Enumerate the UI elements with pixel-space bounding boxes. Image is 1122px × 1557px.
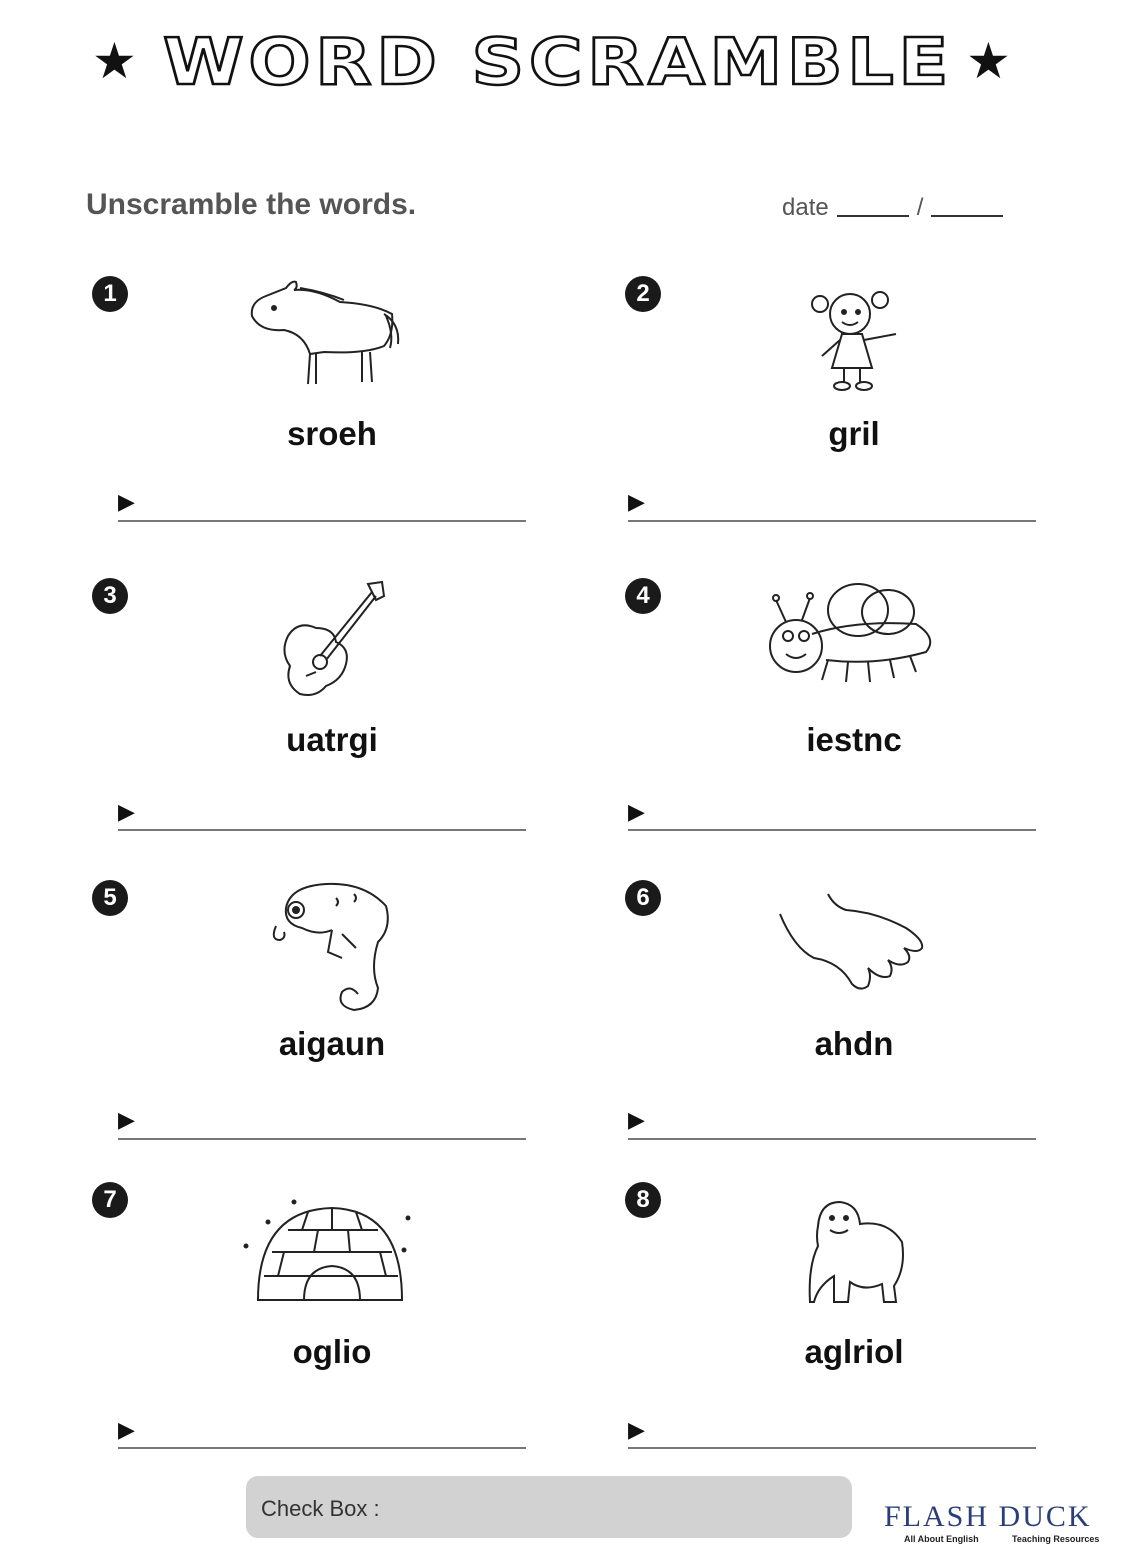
horse-picture <box>244 274 404 388</box>
date-blank-1[interactable] <box>837 215 909 217</box>
item-number-6: 6 <box>625 880 661 916</box>
arrow-icon-6: ▶ <box>628 1108 645 1133</box>
check-box[interactable] <box>246 1476 852 1538</box>
answer-line-5[interactable] <box>118 1138 526 1140</box>
date-separator: / <box>916 194 924 221</box>
item-number-3: 3 <box>92 578 128 614</box>
flash-duck-logo <box>884 1500 1109 1546</box>
answer-line-8[interactable] <box>628 1447 1036 1449</box>
item-number-2: 2 <box>625 276 661 312</box>
title-text: WORD SCRAMBLE <box>163 26 953 100</box>
arrow-icon-3: ▶ <box>118 800 135 825</box>
insect-picture <box>766 580 942 694</box>
guitar-picture <box>276 576 390 700</box>
logo-tagline-right: Teaching Resources <box>1012 1534 1100 1544</box>
scrambled-word-2: gril <box>828 415 880 452</box>
logo-tagline-left: All About English <box>904 1534 979 1544</box>
arrow-icon-4: ▶ <box>628 800 645 825</box>
iguana-picture <box>266 878 396 1014</box>
answer-line-1[interactable] <box>118 520 526 522</box>
answer-line-3[interactable] <box>118 829 526 831</box>
scrambled-word-5: aigaun <box>278 1025 386 1062</box>
arrow-icon-5: ▶ <box>118 1108 135 1133</box>
item-number-1: 1 <box>92 276 128 312</box>
scrambled-word-1: sroeh <box>287 415 377 452</box>
scrambled-word-7: oglio <box>292 1333 372 1370</box>
answer-line-6[interactable] <box>628 1138 1036 1140</box>
logo-name: FLASH DUCK <box>884 1500 1092 1533</box>
girl-picture <box>806 284 902 394</box>
item-number-8: 8 <box>625 1182 661 1218</box>
arrow-icon-7: ▶ <box>118 1418 135 1443</box>
date-field <box>782 194 1011 222</box>
check-box-label: Check Box : <box>261 1496 380 1521</box>
answer-line-4[interactable] <box>628 829 1036 831</box>
star-icon-left: ★ <box>92 32 137 90</box>
scrambled-word-4: iestnc <box>806 721 902 758</box>
star-icon-right: ★ <box>966 32 1011 90</box>
item-number-4: 4 <box>625 578 661 614</box>
scrambled-word-3: uatrgi <box>286 721 378 758</box>
instruction-text: Unscramble the words. <box>86 188 417 221</box>
arrow-icon-1: ▶ <box>118 490 135 515</box>
item-number-5: 5 <box>92 880 128 916</box>
arrow-icon-8: ▶ <box>628 1418 645 1443</box>
title-word-scramble <box>156 26 960 100</box>
arrow-icon-2: ▶ <box>628 490 645 515</box>
item-number-7: 7 <box>92 1182 128 1218</box>
gorilla-picture <box>804 1196 908 1308</box>
hand-picture <box>776 888 928 994</box>
date-blank-2[interactable] <box>931 215 1003 217</box>
scrambled-word-8: aglriol <box>804 1333 904 1370</box>
scrambled-word-6: ahdn <box>814 1025 894 1062</box>
date-label: date <box>782 194 829 221</box>
answer-line-2[interactable] <box>628 520 1036 522</box>
igloo-picture <box>238 1196 416 1308</box>
answer-line-7[interactable] <box>118 1447 526 1449</box>
